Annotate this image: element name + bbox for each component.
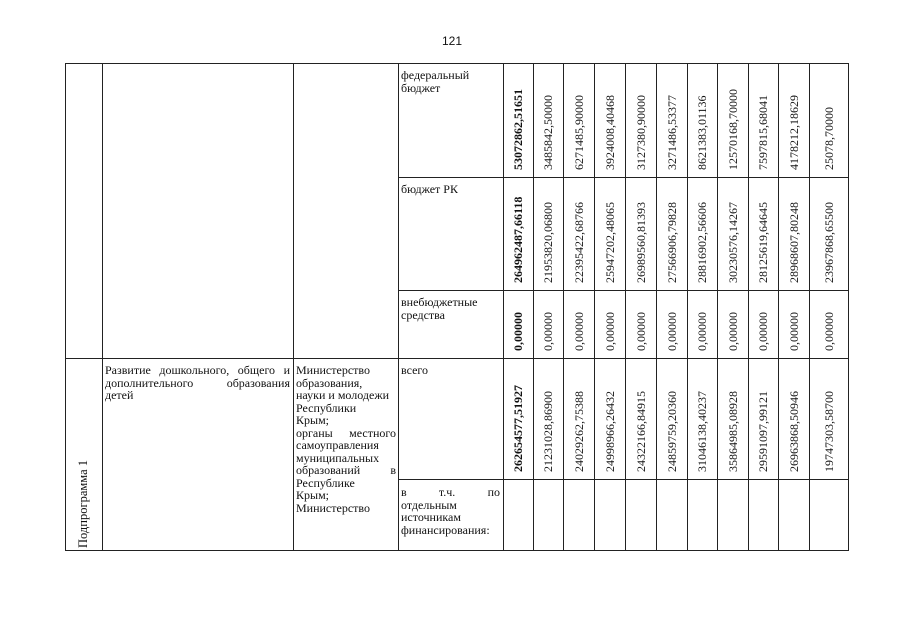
responsible-line: самоуправления (296, 438, 379, 452)
column-divider (656, 63, 657, 551)
value-cell-federal: 4178212,18629 (786, 95, 801, 170)
column-divider (102, 63, 103, 551)
value-cell-rk: 30230576,14267 (725, 202, 740, 283)
column-divider (65, 63, 66, 551)
column-divider (398, 63, 399, 551)
value-cell-rk: 21953820,06800 (541, 202, 555, 283)
responsible-line: образований в (296, 463, 396, 477)
value-cell-extra: 0,00000 (633, 312, 648, 351)
column-divider (778, 63, 779, 551)
value-cell-extra: 0,00000 (821, 312, 836, 351)
responsible-line: Министерство (296, 363, 370, 377)
value-cell-federal: 3127380,90000 (633, 95, 648, 170)
column-divider (748, 63, 749, 551)
responsible-line: Республики (296, 400, 357, 415)
responsible-line: образования, (296, 375, 363, 390)
column-divider (533, 63, 534, 551)
value-cell-federal: 25078,70000 (821, 107, 836, 170)
value-cell-federal: 7597815,68041 (756, 95, 770, 170)
row-divider (65, 358, 849, 359)
value-cell-total: 31046138,40237 (695, 391, 709, 472)
value-cell-rk: 26989560,81393 (633, 202, 648, 283)
row-divider (398, 177, 849, 178)
value-cell-rk: 28125619,64645 (756, 202, 770, 283)
column-divider (594, 63, 595, 551)
value-cell-federal: 3485842,50000 (541, 95, 555, 170)
value-cell-rk: 27566906,79828 (664, 202, 679, 283)
value-cell-total: 21231028,86900 (541, 391, 555, 472)
column-divider (503, 63, 504, 551)
value-cell-extra: 0,00000 (725, 312, 740, 351)
subprogram-label: Подпрограмма 1 (76, 459, 90, 548)
responsible-line: Республике (296, 475, 355, 490)
value-cell-federal: 6271485,90000 (571, 95, 586, 170)
value-cell-total: 24322166,84915 (633, 391, 648, 472)
program-title (105, 364, 290, 402)
column-divider (625, 63, 626, 551)
value-cell-total: 262654577,51927 (511, 385, 525, 472)
program-title-line: дополнительного образования (105, 375, 290, 390)
value-cell-extra: 0,00000 (786, 312, 801, 351)
label-rk-budget: бюджет РК (401, 182, 458, 196)
value-cell-federal: 53072862,51651 (511, 89, 525, 170)
column-divider (563, 63, 564, 551)
table-bottom-edge (65, 550, 849, 551)
column-divider (293, 63, 294, 551)
column-divider (687, 63, 688, 551)
row-divider (398, 479, 849, 480)
value-cell-extra: 0,00000 (602, 312, 617, 351)
column-divider (809, 63, 810, 551)
column-divider (717, 63, 718, 551)
responsible-line: органы местного (296, 425, 396, 440)
value-cell-extra: 0,00000 (511, 312, 525, 351)
value-cell-total: 24029262,75388 (571, 391, 586, 472)
label-extrabudgetary: внебюджетные средства (401, 295, 478, 322)
program-title-line: детей (105, 388, 134, 402)
value-cell-extra: 0,00000 (756, 312, 770, 351)
value-cell-total: 35864985,08928 (725, 391, 740, 472)
value-cell-federal: 12570168,70000 (725, 89, 740, 170)
program-title-line: Развитие дошкольного, общего и (105, 363, 290, 377)
value-cell-extra: 0,00000 (571, 312, 586, 351)
row-divider (398, 290, 849, 291)
value-cell-rk: 264962487,66118 (511, 196, 525, 283)
column-divider (848, 63, 849, 551)
responsible-line: науки и молодежи (296, 388, 390, 402)
value-cell-rk: 25947202,48065 (602, 202, 617, 283)
responsible-executor-text (296, 364, 396, 514)
value-cell-federal: 3924008,40468 (602, 95, 617, 170)
value-cell-total: 19747303,58700 (821, 391, 836, 472)
value-cell-extra: 0,00000 (541, 312, 555, 351)
value-cell-rk: 28816902,56606 (695, 202, 709, 283)
value-cell-extra: 0,00000 (664, 312, 679, 351)
label-federal-budget: федеральный бюджет (401, 68, 470, 95)
label-by-source: в т.ч. по отдельным источникам финансирования: (401, 485, 500, 537)
responsible-line: Министерство (296, 500, 370, 515)
label-total: всего (401, 363, 429, 377)
value-cell-extra: 0,00000 (695, 312, 709, 351)
value-cell-rk: 22395422,68766 (571, 202, 586, 283)
value-cell-rk: 23967868,65500 (821, 202, 836, 283)
page-number: 121 (441, 34, 463, 48)
value-cell-federal: 8621383,01136 (695, 95, 709, 170)
value-cell-rk: 28968607,80248 (786, 202, 801, 283)
value-cell-total: 29591097,99121 (756, 391, 770, 472)
value-cell-total: 24998966,26432 (602, 391, 617, 472)
value-cell-total: 24859759,20360 (664, 391, 679, 472)
responsible-line: Крым; (296, 413, 329, 427)
responsible-line: муниципальных (296, 450, 380, 465)
responsible-line: Крым; (296, 488, 329, 502)
value-cell-total: 26963868,50946 (786, 391, 801, 472)
table-top-border (65, 63, 849, 64)
value-cell-federal: 3271486,53377 (664, 95, 679, 170)
